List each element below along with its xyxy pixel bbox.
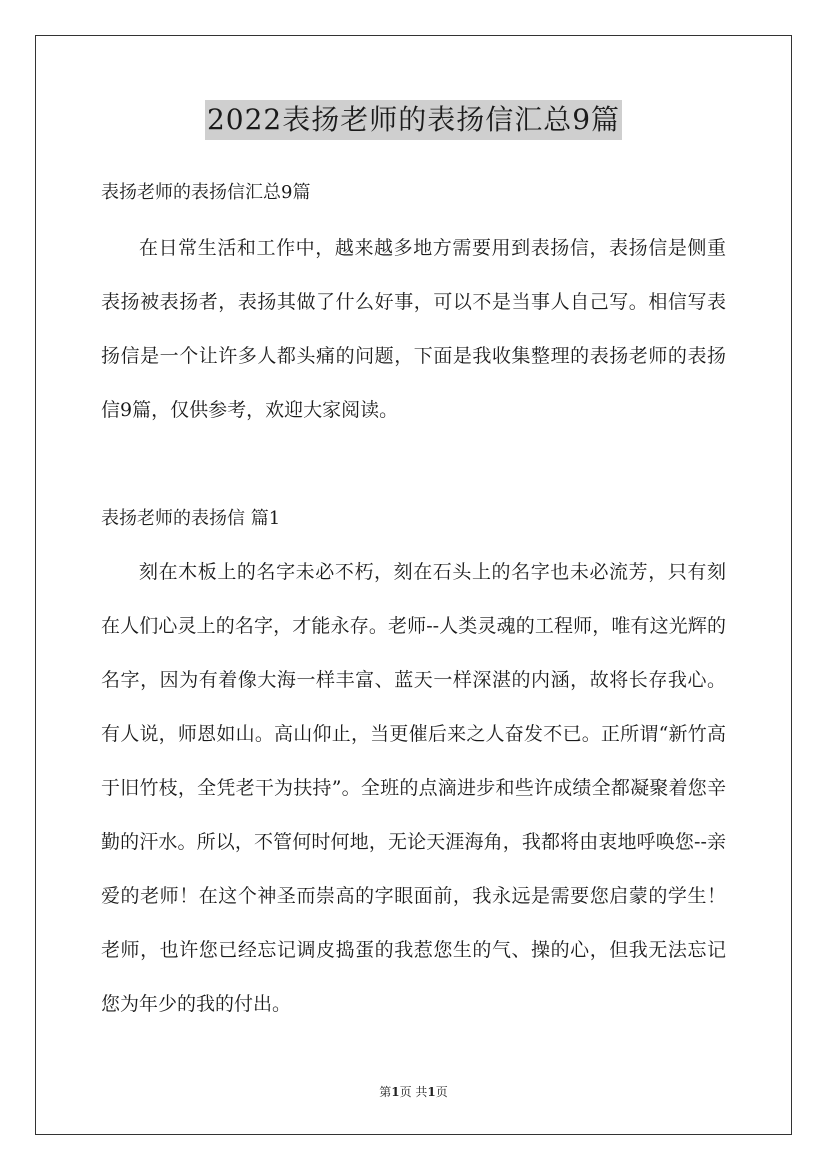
footer-page-mid: 页 共 [399,1085,428,1099]
page-footer [0,1084,827,1100]
section-paragraph: 刻在木板上的名字未必不朽，刻在石头上的名字也未必流芳，只有刻在人们心灵上的名字，才能永存。老师--人类灵魂的工程师，唯有这光辉的名字，因为有着像大海一样丰富、蓝天一样深湛的内涵，故将长存我心。 有人说，师恩如山。高山仰止，当更催后来之人奋发不已。正所谓“新竹高于旧竹枝，全凭老干为扶持”。全班的点滴进步和些许成绩全都凝聚着您辛勤的汗水。所以，不管何时何地，无论天涯海角，我都将由衷地呼唤您--亲爱的老师！在这个神圣而崇高的字眼面前，我永远是需要您启蒙的学生！ 老师，也许您已经忘记调皮捣蛋的我惹您生的气、操的心，但我无法忘记您为年少的我的付出。 [101,561,726,1015]
document-title: 2022表扬老师的表扬信汇总9篇 [205,100,622,140]
footer-page-suffix: 页 [435,1085,448,1099]
footer-page-total: 1 [427,1085,436,1099]
title-container [0,100,827,140]
footer-page-prefix: 第 [379,1085,392,1099]
footer-page-current: 1 [391,1085,400,1099]
section-heading: 表扬老师的表扬信 篇1 [101,508,281,529]
document-subtitle: 表扬老师的表扬信汇总9篇 [101,182,311,203]
intro-paragraph: 在日常生活和工作中，越来越多地方需要用到表扬信，表扬信是侧重表扬被表扬者，表扬其做了什么好事，可以不是当事人自己写。相信写表扬信是一个让许多人都头痛的问题，下面是我收集整理的表扬老师的表扬信9篇，仅供参考，欢迎大家阅读。 [101,237,726,421]
